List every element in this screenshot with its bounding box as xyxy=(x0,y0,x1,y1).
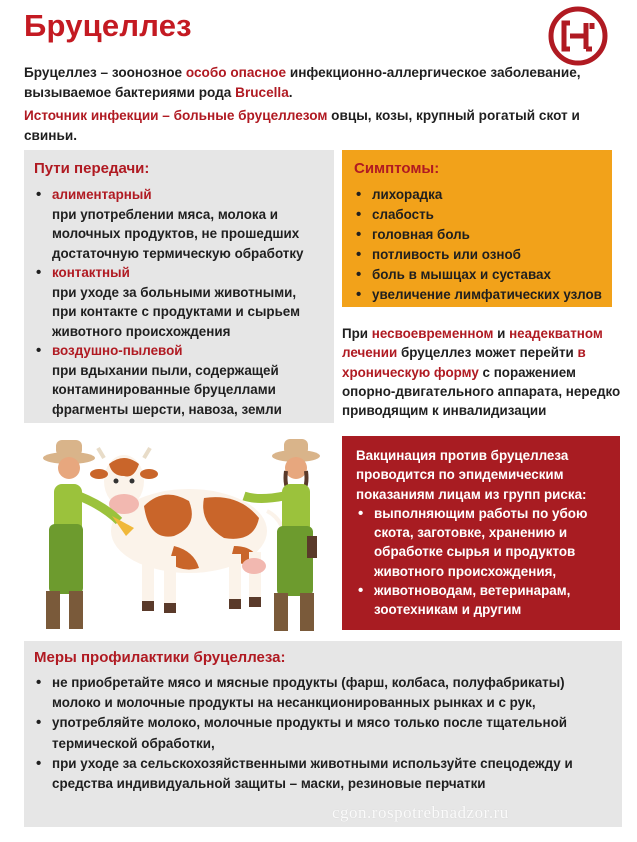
route-item: • воздушно-пылевой при вдыхании пыли, содержащей контаминированные бруцеллами фрагменты шерсти, навоза, земли xyxy=(34,341,324,419)
vaccination-item: • выполняющим работы по убою скота, заготовке, хранению и обработке сырья и продуктов животного происхождения, xyxy=(356,504,610,581)
vaccination-intro: Вакцинация против бруцеллеза проводится по эпидемическим показаниям лицам из групп риска: xyxy=(356,448,587,502)
symptom-item: • потливость или озноб xyxy=(354,245,602,265)
symptom-item: • головная боль xyxy=(354,225,602,245)
symptoms-box xyxy=(342,150,612,307)
chronic-warning-text: При несвоевременном и неадекватном лечении бруцеллез может перейти в хроническую форму с поражением опорно-двигательного аппарата, нередко приводящим к инвалидизации xyxy=(342,326,621,419)
transmission-box xyxy=(24,150,334,423)
symptom-item: • слабость xyxy=(354,205,602,225)
prevention-item: • употребляйте молоко, молочные продукты и мясо только после тщательной термической обработки, xyxy=(34,713,612,753)
symptoms-title: Симптомы: xyxy=(354,160,440,177)
route-item: • алиментарный при употреблении мяса, молока и молочных продуктов, не прошедших достаточную термическую обработку xyxy=(34,185,324,263)
vaccination-item: • животноводам, ветеринарам, зоотехникам и другим xyxy=(356,581,610,620)
transmission-title: Пути передачи: xyxy=(34,160,150,177)
symptom-item: • увеличение лимфатических узлов xyxy=(354,285,602,305)
prevention-item: • не приобретайте мясо и мясные продукты (фарш, колбаса, полуфабрикаты) молоко и молочные продукты на несанкционированных рынках и с рук, xyxy=(34,673,612,713)
cgon-logo-icon xyxy=(548,6,608,66)
watermark: cgon.rospotrebnadzor.ru xyxy=(332,803,509,822)
prevention-box xyxy=(24,641,622,827)
symptom-item: • боль в мышцах и суставах xyxy=(354,265,602,285)
route-item: • контактный при уходе за больными животными, при контакте с продуктами и сырьем животного происхождения xyxy=(34,263,324,341)
page-title: Бруцеллез xyxy=(24,8,192,43)
prevention-item: • при уходе за сельскохозяйственными животными используйте спецодежду и средства индивидуальной защиты – маски, резиновые перчатки xyxy=(34,754,612,794)
symptom-item: • лихорадка xyxy=(354,185,602,205)
vaccination-box xyxy=(342,436,620,630)
intro-text: Бруцеллез – зоонозное особо опасное инфекционно-аллергическое заболевание, вызываемое бактериями рода Brucella. Источник инфекции – больные бруцеллезом овцы, козы, крупный рогатый скот и свиньи. xyxy=(24,65,581,143)
farmers-with-cow-illustration xyxy=(24,436,334,640)
prevention-title: Меры профилактики бруцеллеза: xyxy=(34,649,286,666)
cow-icon xyxy=(90,448,285,613)
